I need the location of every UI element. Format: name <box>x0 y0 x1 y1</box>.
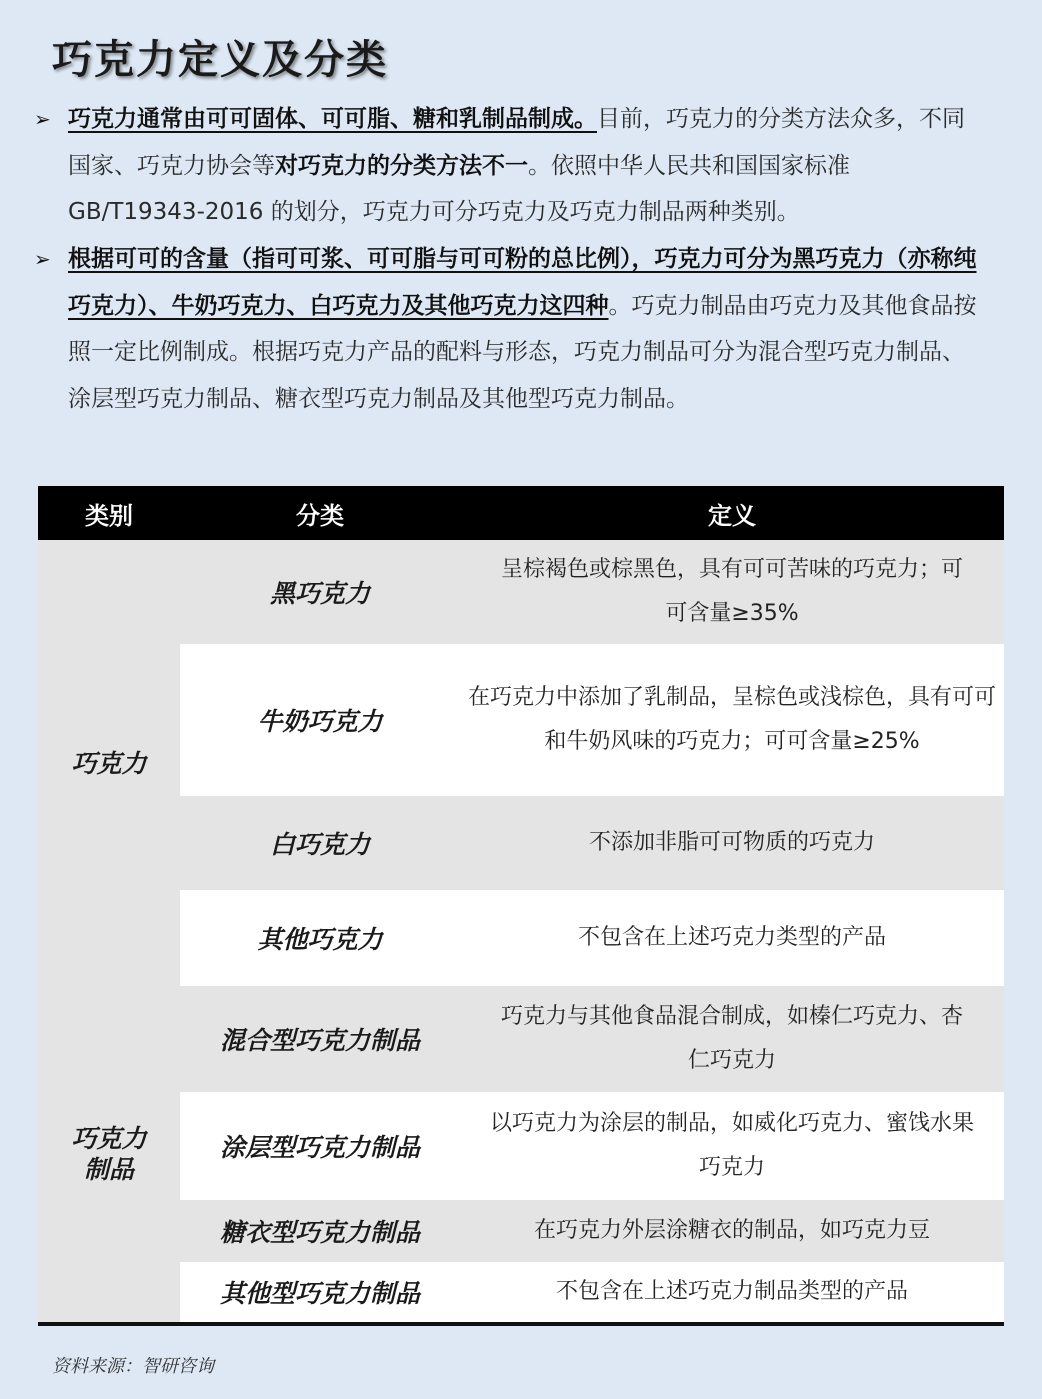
definition-cell: 巧克力与其他食品混合制成，如榛仁巧克力、杏仁巧克力 <box>500 1004 963 1073</box>
classification-cell: 其他巧克力 <box>257 925 383 954</box>
table-row <box>180 644 1004 796</box>
bullet-body: 目前，巧克力的分类方法众多，不同国家、巧克力协会等 <box>68 106 965 179</box>
table-bottom-rule <box>38 1322 1004 1326</box>
bullet-body-end: 。依照中华人民共和国国家标准 GB/T19343-2016 的划分，巧克力可分巧克力及巧克力制品两种类别。 <box>68 152 850 225</box>
definition-cell: 在巧克力中添加了乳制品，呈棕色或浅棕色，具有可可和牛奶风味的巧克力；可可含量≥25% <box>468 685 997 754</box>
classification-cell: 涂层型巧克力制品 <box>219 1133 420 1162</box>
classification-cell: 黑巧克力 <box>269 579 370 608</box>
header-definition: 定义 <box>708 500 756 530</box>
bullet-emphasis: 根据可可的含量（指可可浆、可可脂与可可粉的总比例），巧克力可分为黑巧克力（亦称纯巧克力）、牛奶巧克力、白巧克力及其他巧克力这四种 <box>68 246 977 319</box>
bullet-text <box>68 96 984 236</box>
category-cell <box>38 986 180 1322</box>
table-group-chocolate <box>38 540 1004 986</box>
table-row <box>180 986 1004 1092</box>
bullet-emphasis-bold: 对巧克力的分类方法不一 <box>275 152 528 179</box>
table-row <box>180 1262 1004 1322</box>
source-note: 资料来源：智研咨询 <box>52 1356 214 1377</box>
definition-cell: 不包含在上述巧克力制品类型的产品 <box>555 1279 908 1304</box>
table-header <box>38 486 1004 540</box>
definition-cell: 不添加非脂可可物质的巧克力 <box>588 830 875 855</box>
classification-cell: 混合型巧克力制品 <box>219 1026 420 1055</box>
table-row <box>180 796 1004 890</box>
table-group-chocolate-products <box>38 986 1004 1322</box>
classification-table <box>38 486 1004 1326</box>
bullet-text <box>68 236 984 422</box>
definition-cell: 以巧克力为涂层的制品，如威化巧克力、蜜饯水果巧克力 <box>489 1111 974 1180</box>
category-label: 巧克力制品 <box>71 1124 147 1184</box>
bullet-paragraph <box>34 236 984 422</box>
header-category: 类别 <box>85 500 133 530</box>
category-cell: 巧克力 <box>38 540 180 986</box>
bullet-arrow-icon: ➢ <box>34 247 51 271</box>
table-row <box>180 890 1004 986</box>
bullet-body: 。巧克力制品由巧克力及其他食品按照一定比例制成。根据巧克力产品的配料与形态，巧克力制品可分为混合型巧克力制品、涂层型巧克力制品、糖衣型巧克力制品及其他型巧克力制品。 <box>68 292 977 412</box>
definition-cell: 不包含在上述巧克力类型的产品 <box>577 925 886 950</box>
bullet-paragraph <box>34 96 984 236</box>
bullet-emphasis: 巧克力通常由可可固体、可可脂、糖和乳制品制成。 <box>68 106 597 132</box>
bullet-arrow-icon: ➢ <box>34 107 51 131</box>
page-title: 巧克力定义及分类 <box>52 36 388 83</box>
definition-cell: 在巧克力外层涂糖衣的制品，如巧克力豆 <box>533 1218 930 1243</box>
classification-cell: 白巧克力 <box>269 830 370 859</box>
classification-cell: 其他型巧克力制品 <box>219 1279 420 1308</box>
header-classification: 分类 <box>296 500 344 530</box>
classification-cell: 牛奶巧克力 <box>257 707 383 736</box>
table-row <box>180 1092 1004 1200</box>
classification-cell: 糖衣型巧克力制品 <box>219 1218 420 1247</box>
table-row <box>180 1200 1004 1262</box>
definition-cell: 呈棕褐色或棕黑色，具有可可苦味的巧克力；可可含量≥35% <box>500 557 963 626</box>
table-row <box>180 540 1004 644</box>
